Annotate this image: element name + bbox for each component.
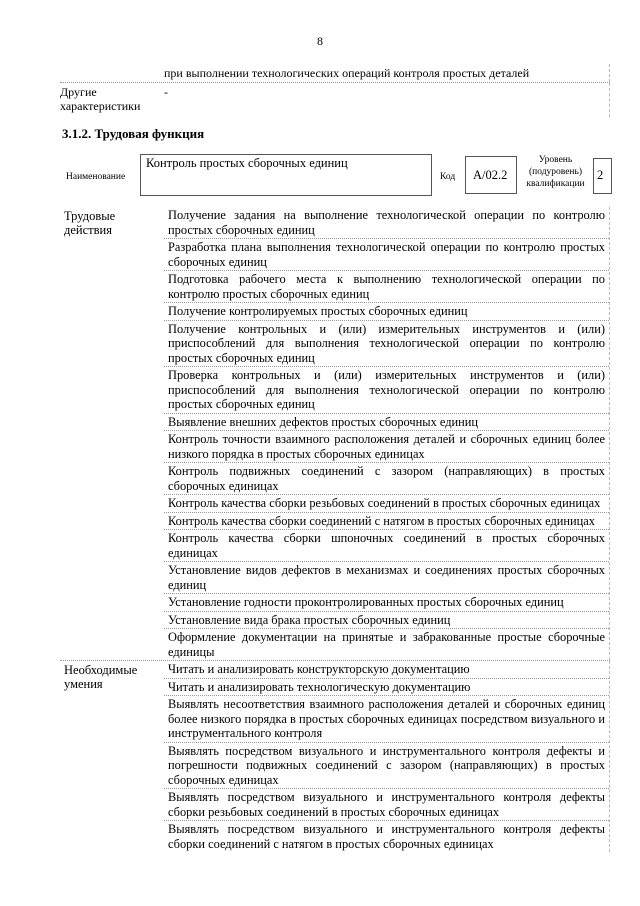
function-name: Контроль простых сборочных единиц: [146, 156, 348, 170]
code-label: Код: [440, 172, 456, 182]
level-label: Уровень (подуровень) квалификации: [526, 155, 585, 189]
labor-actions-label: Трудовые действия: [64, 209, 116, 237]
labor-action-item: Установление видов дефектов в механизмах и соединениях простых сборочных единиц: [164, 562, 609, 594]
labor-action-item: Получение задания на выполнение технологической операции по контролю простых сборочных единиц: [164, 207, 609, 239]
labor-action-item: Оформление документации на принятые и забракованные простые сборочные единицы: [168, 630, 605, 659]
labor-action-item: Контроль точности взаимного расположения деталей и сборочных единиц более низкого порядка в простых сборочных единицах: [164, 431, 609, 463]
labor-action-item: Контроль качества сборки резьбовых соединений в простых сборочных единицах: [164, 495, 609, 513]
labor-action-item: Контроль качества сборки соединений с натягом в простых сборочных единицах: [164, 513, 609, 531]
skill-item: Выявлять посредством визуального и инструментального контроля дефекты и погрешности подвижных соединений с зазором (направляющих) в простых сборочных единицах: [164, 743, 609, 790]
skill-item: Выявлять посредством визуального и инструментального контроля дефекты сборки резьбовых соединений в простых сборочных единицах: [164, 789, 609, 821]
labor-action-item: Получение контрольных и (или) измерительных инструментов и (или) приспособлений для выполнения технологической операции по контролю простых сборочных единиц: [164, 321, 609, 368]
continuation-table: [60, 64, 610, 117]
code-value: А/02.2: [473, 168, 508, 182]
required-skills-list: [164, 661, 610, 852]
labor-action-item: Получение контролируемых простых сборочных единиц: [164, 303, 609, 321]
section-title: 3.1.2. Трудовая функция: [62, 126, 205, 141]
skill-item: Выявлять несоответствия взаимного расположения деталей и сборочных единиц более низкого порядка в простых сборочных единицах посредством визуального и инструментального контроля: [164, 696, 609, 743]
labor-action-item: Проверка контрольных и (или) измерительных инструментов и (или) приспособлений для выполнения технологической операции по контролю простых сборочных единиц: [164, 367, 609, 414]
other-characteristics-label: Другие характеристики: [60, 85, 141, 113]
labor-action-item: Контроль подвижных соединений с зазором (направляющих) в простых сборочных единицах: [164, 463, 609, 495]
continuation-text: при выполнении технологических операций контроля простых деталей: [160, 64, 610, 82]
required-skills-group: [60, 660, 610, 852]
labor-actions-list: [164, 207, 610, 660]
labor-action-item: Разработка плана выполнения технологической операции по контролю простых сборочных единиц: [164, 239, 609, 271]
labor-action-item: Контроль качества сборки шпоночных соединений в простых сборочных единицах: [164, 530, 609, 562]
skill-item: Читать и анализировать конструкторскую документацию: [164, 661, 609, 679]
name-label: Наименование: [66, 172, 126, 182]
labor-action-item: Выявление внешних дефектов простых сборочных единиц: [164, 414, 609, 432]
skill-item: Выявлять посредством визуального и инструментального контроля дефекты сборки соединений с натягом в простых сборочных единицах: [168, 822, 605, 851]
page-number: 8: [317, 34, 323, 48]
level-value: 2: [597, 168, 604, 182]
labor-action-item: Подготовка рабочего места к выполнению технологической операции по контролю простых сборочных единиц: [164, 271, 609, 303]
labor-action-item: Установление годности проконтролированных простых сборочных единиц: [164, 594, 609, 612]
function-header: [60, 154, 612, 196]
other-characteristics-value: -: [160, 83, 610, 117]
labor-action-item: Установление вида брака простых сборочных единиц: [164, 612, 609, 630]
labor-function-table: [60, 207, 610, 852]
labor-actions-group: [60, 207, 610, 660]
required-skills-label: Необходимые умения: [64, 663, 138, 691]
skill-item: Читать и анализировать технологическую документацию: [164, 679, 609, 697]
